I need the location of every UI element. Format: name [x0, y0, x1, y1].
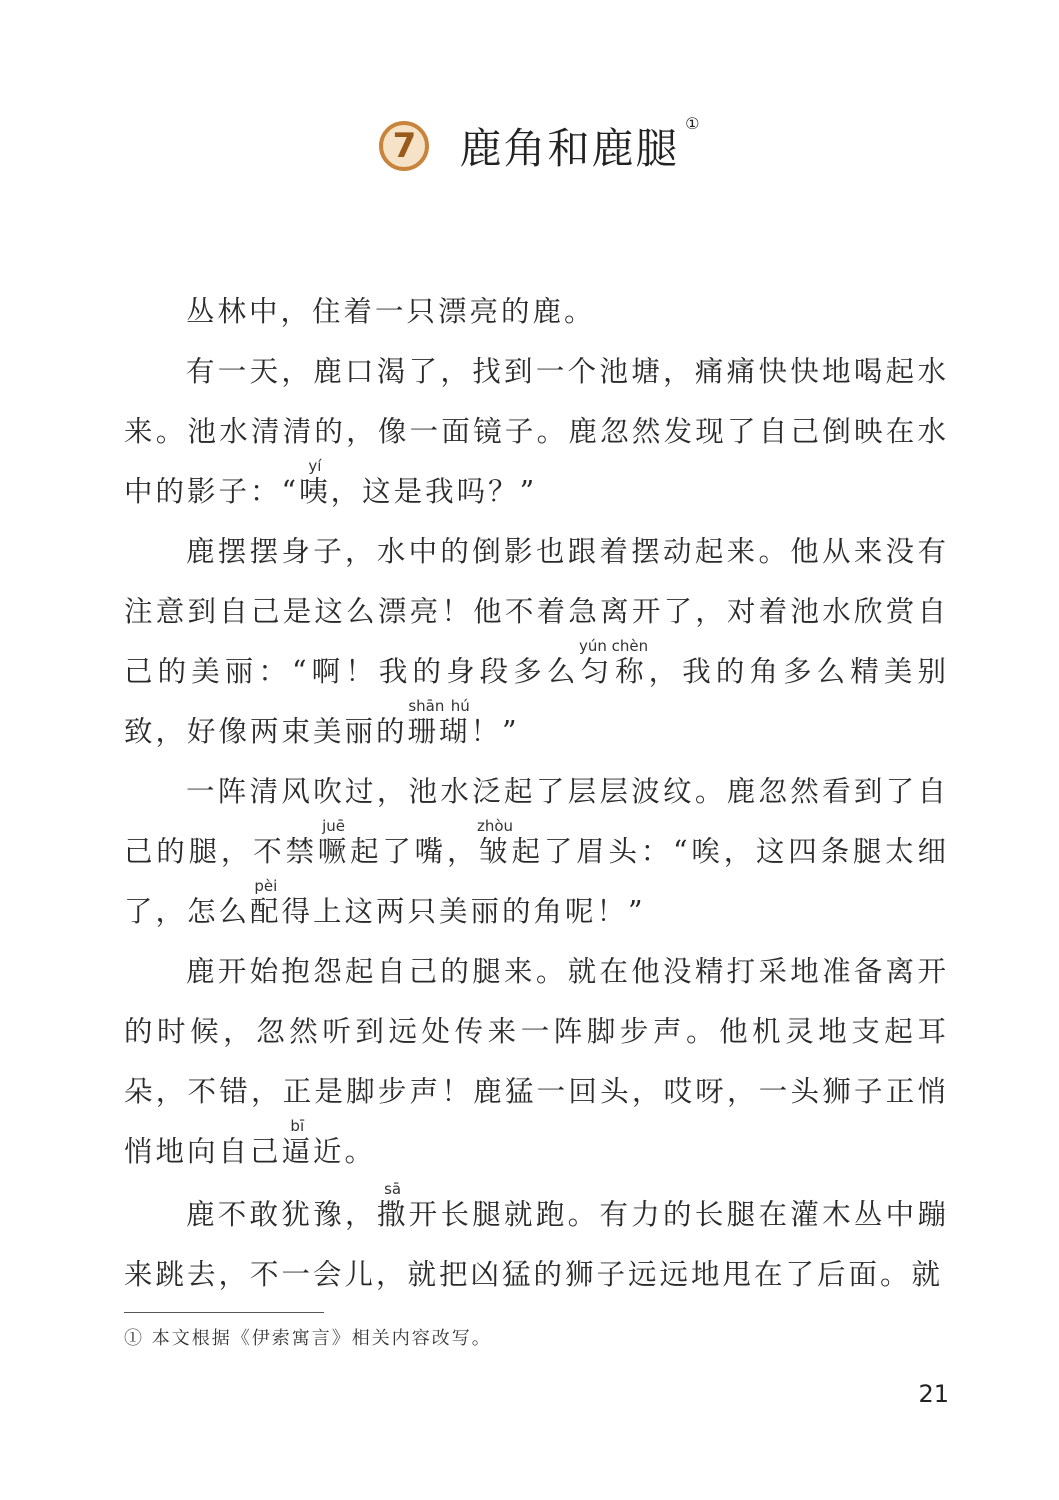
paragraph [124, 1182, 949, 1305]
page-number: 21 [918, 1380, 949, 1408]
paragraph-text: ，这是我吗？” [330, 475, 538, 508]
paragraph-text: 起了眉头：“唉，这四条腿太细了，怎么 [124, 835, 949, 928]
paragraph-text: 近。 [313, 1135, 377, 1168]
story-text [124, 282, 949, 1305]
pinyin-annotated-word: 逼bī [281, 1117, 314, 1168]
lesson-title [459, 114, 702, 176]
lesson-number-badge: 7 [379, 121, 429, 171]
paragraph-text: 鹿不敢犹豫， [186, 1198, 377, 1231]
pinyin-annotation: sā [376, 1180, 409, 1198]
paragraph-text: ！” [470, 715, 520, 748]
pinyin-annotation: pèi [250, 877, 282, 895]
paragraph-text: 开长腿就跑。有力的长腿在灌木丛中蹦来跳去，不一会儿，就把凶猛的狮子远远地甩在了后面。就 [124, 1198, 949, 1291]
footnote-marker[interactable]: ① [685, 114, 702, 133]
footnote-divider [124, 1312, 324, 1313]
pinyin-annotation: bī [281, 1117, 314, 1135]
paragraph [124, 342, 949, 522]
paragraph-text: 有一天，鹿口渴了，找到一个池塘，痛痛快快地喝起水来。池水清清的，像一面镜子。鹿忽然发现了自己倒映在水中的影子： [124, 355, 949, 508]
pinyin-annotation: zhòu [476, 817, 514, 835]
footnote: ① 本文根据《伊索寓言》相关内容改写。 [124, 1328, 492, 1349]
pinyin-annotated-word: 撒sā [376, 1180, 409, 1231]
lesson-title-text: 鹿角和鹿腿 [459, 124, 680, 173]
pinyin-annotated-word: 配pèi [250, 877, 282, 928]
paragraph [124, 522, 949, 762]
pinyin-annotated-word: 珊瑚shān hú [407, 697, 471, 748]
paragraph-text: 鹿开始抱怨起自己的腿来。就在他没精打采地准备离开的时候，忽然听到远处传来一阵脚步声。他机灵地支起耳朵，不错，正是脚步声！鹿猛一回头，哎呀，一头狮子正悄悄地向自己 [124, 955, 949, 1168]
paragraph-text: 得上这两只美丽的角呢！” [281, 895, 646, 928]
paragraph [124, 282, 949, 342]
pinyin-annotation: shān hú [407, 697, 471, 715]
pinyin-annotation: yí [299, 457, 331, 475]
pinyin-annotation: yún chèn [578, 637, 649, 655]
pinyin-annotation: juē [317, 817, 350, 835]
paragraph-text: 起了嘴， [350, 835, 480, 868]
paragraph-text: 鹿摆摆身子，水中的倒影也跟着摆动起来。他从来没有注意到自己是这么漂亮！他不着急离开了，对着池水欣赏自己的美丽：“啊！我的身段多么 [124, 535, 949, 688]
paragraph-text: 一阵清风吹过，池水泛起了层层波纹。鹿忽然看到了自己的腿，不禁 [124, 775, 949, 868]
pinyin-annotated-word: 皱zhòu [476, 817, 514, 868]
paragraph [124, 762, 949, 942]
pinyin-annotated-word: 匀称yún chèn [578, 637, 649, 688]
lesson-header [0, 116, 1059, 176]
pinyin-annotated-word: 噘juē [317, 817, 351, 868]
paragraph-text: 丛林中，住着一只漂亮的鹿。 [186, 295, 596, 328]
pinyin-annotated-word: 咦yí [299, 457, 331, 508]
paragraph-text: “ [281, 475, 300, 508]
paragraph-text: ，我的角多么精美别致，好像两束美丽的 [124, 655, 949, 748]
paragraph [124, 942, 949, 1182]
